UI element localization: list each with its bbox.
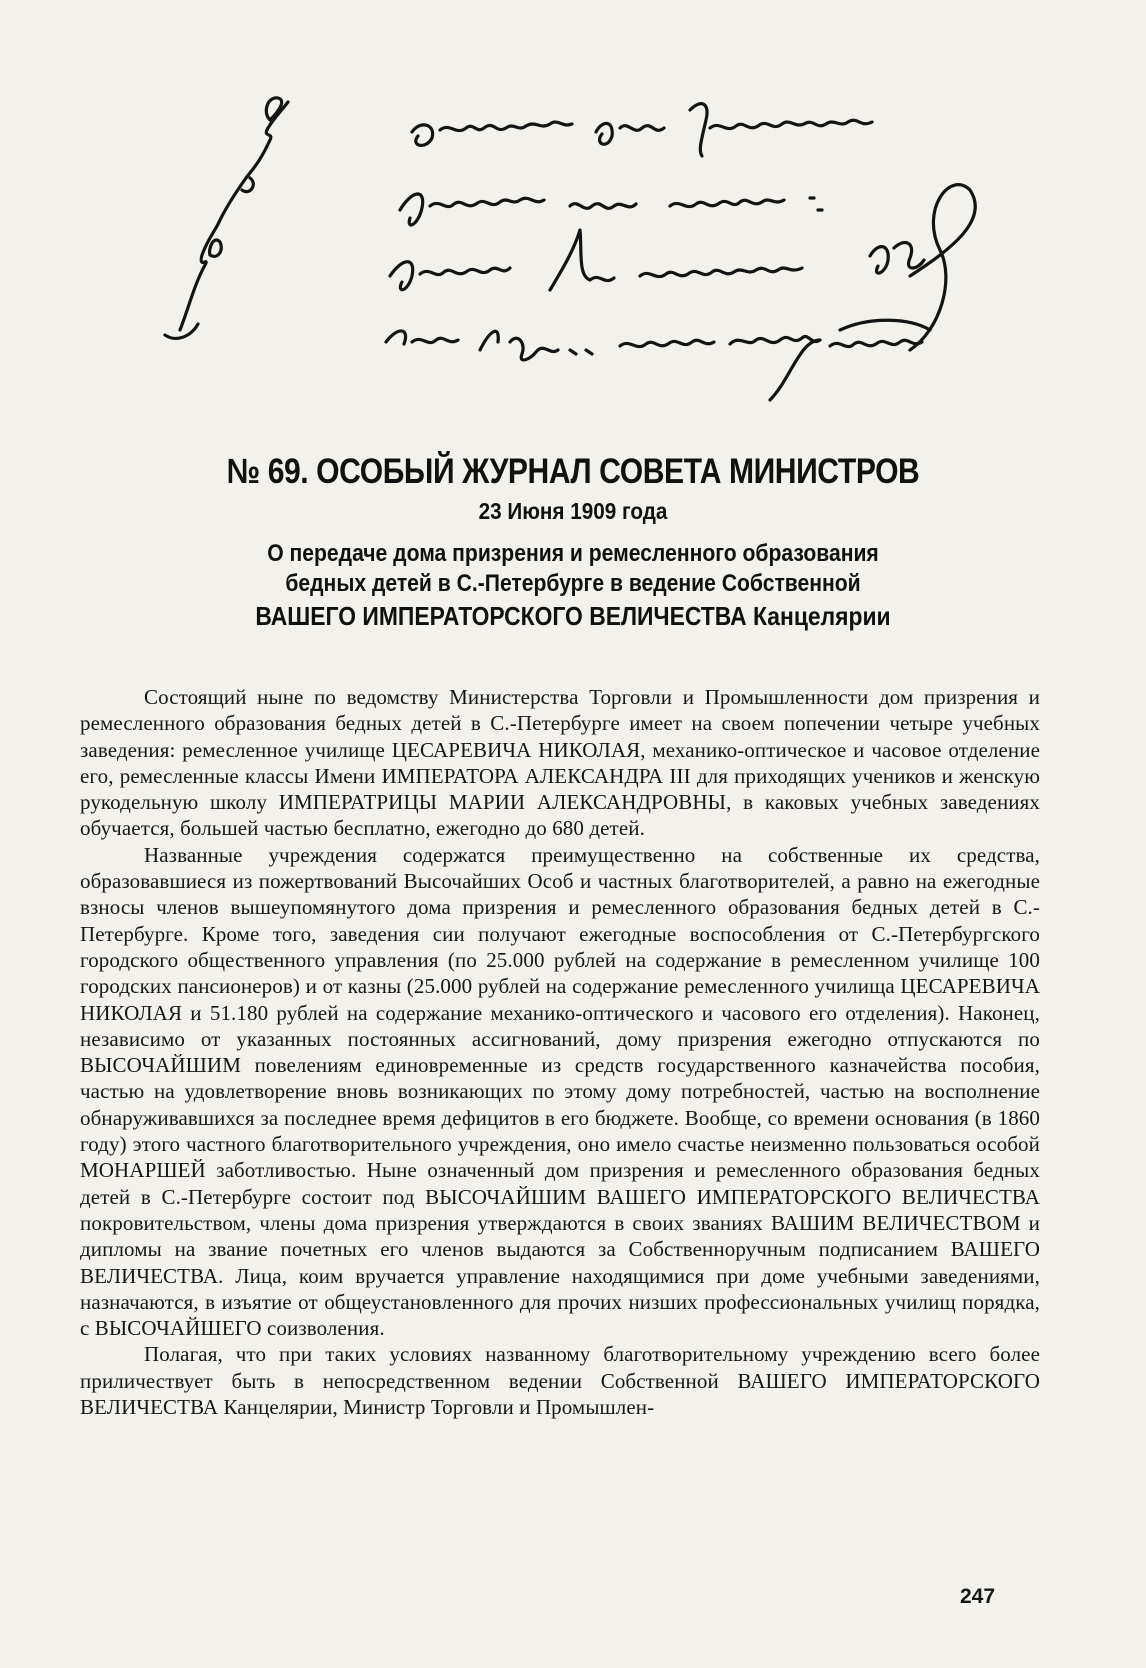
paragraph: Состоящий ныне по ведомству Министерства Торговли и Промышленности дом призрения и ремесленного образования бедных детей в С.-Петербурге имеет на своем попечении четыре учебных заведения: ремесленное училище ЦЕСАРЕВИЧА НИКОЛАЯ, механико-оптическое и часовое отделение его, ремесленные классы Имени ИМПЕРАТОРА АЛЕКСАНДРА III для приходящих учеников и женскую рукодельную школу ИМПЕРАТРИЦЫ МАРИИ АЛЕКСАНДРОВНЫ, в каковых учебных заведениях обучается, большей частью бесплатно, ежегодно до 680 детей. xyxy=(80,685,1040,841)
subtitle-line-2: бедных детей в С.-Петербурге в ведение Собственной xyxy=(285,570,861,597)
subtitle-line-1: О передаче дома призрения и ремесленного образования xyxy=(267,540,879,567)
subtitle-line-3: ВАШЕГО ИМПЕРАТОРСКОГО ВЕЛИЧЕСТВА Канцелярии xyxy=(255,601,891,631)
paragraph: Названные учреждения содержатся преимущественно на собственные их средства, образовавшиеся из пожертвований Высочайших Особ и частных благотворителей, а равно на ежегодные взносы членов вышеупомянутого дома призрения и ремесленного образования бедных детей в С.-Петербурге. Кроме того, заведения сии получают ежегодные воспособления от С.-Петербургского городского общественного управления (по 25.000 рублей на содержание в ремесленном училище 100 городских пансионеров) и от казны (25.000 рублей на содержание ремесленного училища ЦЕСАРЕВИЧА НИКОЛАЯ и 51.180 рублей на содержание механико-оптического и часового его отделения). Наконец, независимо от указанных постоянных ассигнований, дому призрения ежегодно отпускаются по ВЫСОЧАЙШИМ повелениям единовременные из средств государственного казначейства пособия, частью на удовлетворение вновь возникающих по этому дому потребностей, частью на восполнение обнаруживавшихся за последнее время дефицитов в его бюджете. Вообще, со времени основания (в 1860 году) этого частного благотворительного учреждения, оно имело счастье неизменно пользоваться особой МОНАРШЕЙ заботливостью. Ныне означенный дом призрения и ремесленного образования бедных детей в С.-Петербурге состоит под ВЫСОЧАЙШИМ ВАШЕГО ИМПЕРАТОРСКОГО ВЕЛИЧЕСТВА покровительством, члены дома призрения утверждаются в своих званиях ВАШИМ ВЕЛИЧЕСТВОМ и дипломы на звание почетных его членов выдаются за Собственноручным подписанием ВАШЕГО ВЕЛИЧЕСТВА. Лица, коим вручается управление находящимися при доме учебными заведениями, назначаются, в изъятие от общеустановленного для прочих низших профессиональных училищ порядка, с ВЫСОЧАЙШЕГО соизволения. xyxy=(80,842,1040,1341)
handwriting-drawing xyxy=(150,80,1010,420)
document-heading: № 69. ОСОБЫЙ ЖУРНАЛ СОВЕТА МИНИСТРОВ xyxy=(226,452,920,491)
document-date: 23 Июня 1909 года xyxy=(478,498,668,524)
handwritten-resolution xyxy=(150,80,1010,420)
paragraph: Полагая, что при таких условиях названному благотворительному учреждению всего более приличествует быть в непосредственном ведении Собственной ВАШЕГО ИМПЕРАТОРСКОГО ВЕЛИЧЕСТВА Канцелярии, Министр Торговли и Промышлен- xyxy=(80,1342,1040,1420)
document-body xyxy=(80,684,1040,1420)
page-number: 247 xyxy=(960,1585,996,1608)
